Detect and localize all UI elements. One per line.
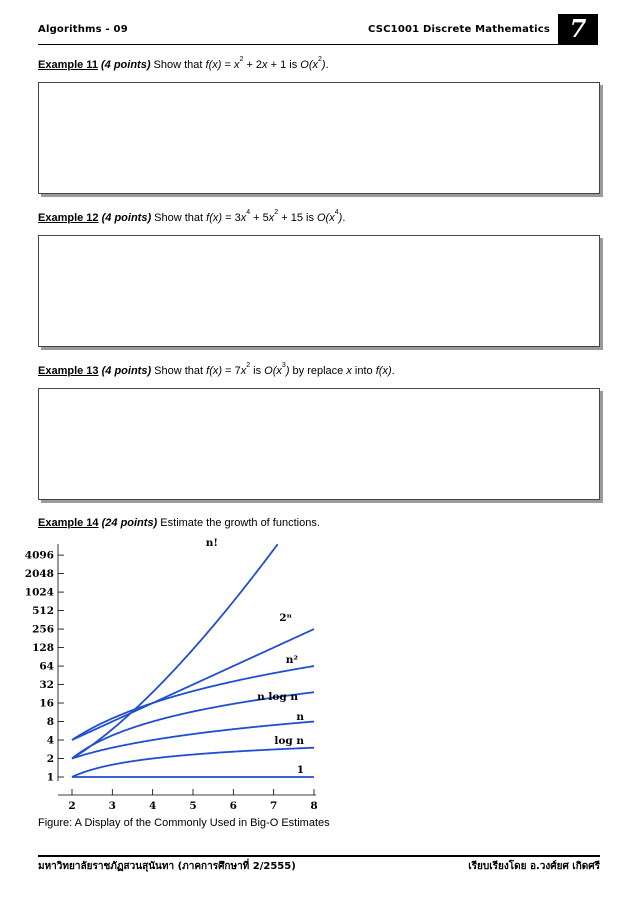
series-label-4: n [296, 711, 304, 723]
x-tick-label: 5 [189, 800, 197, 812]
header-course-topic: Algorithms - 09 [38, 24, 128, 35]
example-13-prompt: Example 13 (4 points) Show that $f(x) = 7x^2$ is $O(x^3)$ by replace x into f(x). [38, 362, 395, 377]
y-tick-label: 1 [46, 771, 54, 784]
x-tick-label: 4 [149, 800, 157, 812]
x-tick-label: 3 [108, 800, 116, 812]
example-12-answer-box [38, 235, 600, 347]
example-12-prompt: Example 12 (4 points) Show that $f(x) = 3x^4 + 5x^2 + 15$ is $O(x^4)$. [38, 209, 346, 224]
example-14-text: Estimate the growth of functions. [160, 517, 320, 529]
series-line-5 [72, 748, 314, 777]
example-13-answer-box [38, 388, 600, 500]
series-line-1 [72, 629, 314, 740]
y-tick-label: 32 [39, 679, 54, 692]
example-11-prompt: Example 11 (4 points) Show that $f(x) = x^2 + 2x + 1$ is $O(x^2)$. [38, 56, 329, 71]
header-rule [38, 44, 598, 45]
y-tick-label: 2048 [24, 568, 54, 581]
x-tick-label: 6 [229, 800, 237, 812]
series-label-2: n² [285, 654, 298, 666]
y-tick-label: 8 [46, 716, 54, 729]
growth-functions-chart [24, 537, 330, 823]
footer-rule [38, 855, 600, 857]
x-tick-label: 2 [68, 800, 76, 812]
y-tick-label: 1024 [24, 586, 54, 599]
example-12-label: Example 12 [38, 212, 99, 224]
example-14-points: (24 points) [101, 517, 158, 529]
series-label-1: 2ⁿ [279, 612, 292, 624]
series-line-2 [72, 666, 314, 740]
example-12-points: (4 points) [101, 212, 152, 224]
example-11-points: (4 points) [101, 59, 151, 71]
series-label-3: n log n [257, 691, 298, 703]
x-tick-label: 8 [310, 800, 318, 812]
series-label-6: 1 [296, 764, 304, 776]
example-11-answer-box [38, 82, 600, 194]
example-13-points: (4 points) [101, 365, 152, 377]
y-tick-label: 2 [46, 753, 54, 766]
example-13-label: Example 13 [38, 365, 99, 377]
page-header [38, 14, 598, 44]
footer-author: เรียบเรียงโดย อ.วงศ์ยศ เกิดศรี [468, 861, 600, 872]
growth-functions-svg [24, 537, 330, 823]
figure-caption: Figure: A Display of the Commonly Used in Big-O Estimates [38, 817, 330, 829]
series-label-5: log n [274, 735, 304, 747]
footer-university: มหาวิทยาลัยราชภัฏสวนสุนันทา (ภาคการศึกษาที่ 2/2555) [38, 861, 296, 872]
y-tick-label: 256 [32, 623, 54, 636]
y-tick-label: 16 [39, 697, 54, 710]
y-tick-label: 512 [32, 605, 54, 618]
y-tick-label: 4 [46, 734, 54, 747]
y-tick-label: 4096 [24, 549, 54, 562]
example-14-label: Example 14 [38, 517, 99, 529]
x-tick-label: 7 [270, 800, 278, 812]
example-14-prompt [38, 516, 320, 530]
y-tick-label: 64 [39, 660, 54, 673]
header-course-name: CSC1001 Discrete Mathematics [368, 24, 550, 35]
y-tick-label: 128 [32, 642, 54, 655]
page-number: 7 [558, 14, 598, 44]
example-11-label: Example 11 [38, 59, 98, 71]
series-label-0: n! [205, 537, 218, 549]
